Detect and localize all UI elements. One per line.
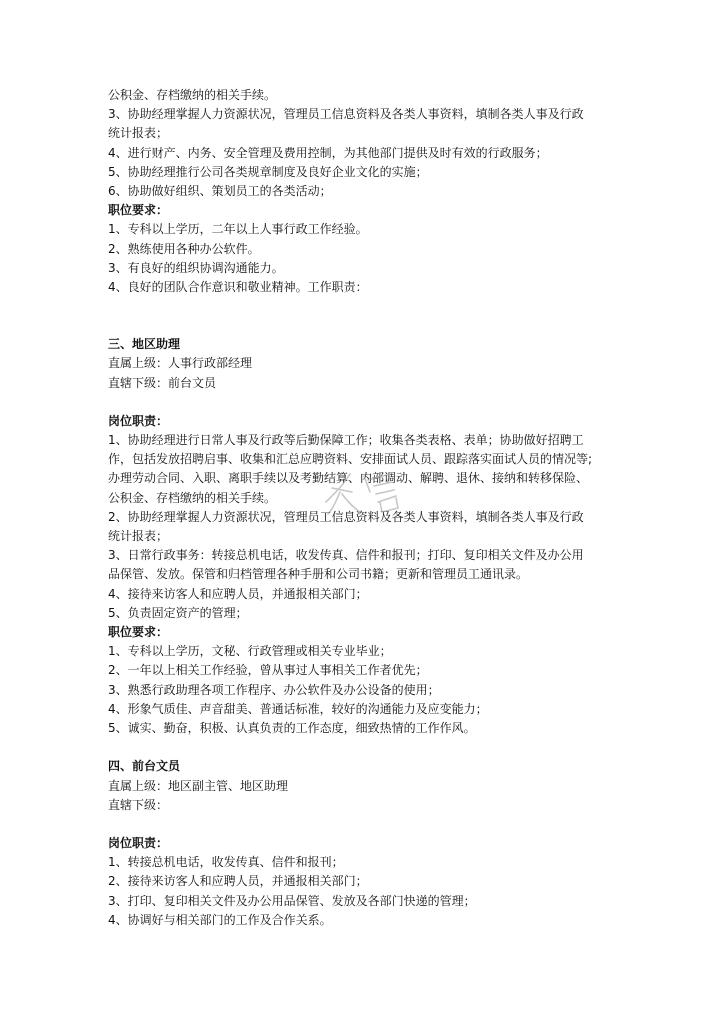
- spacer: [108, 815, 616, 834]
- text-line: 4、进行财产、内务、安全管理及费用控制，为其他部门提供及时有效的行政服务；: [108, 145, 548, 160]
- duty-item: 4、协调好与相关部门的工作及合作关系。: [108, 912, 332, 927]
- requirement-item: 1、专科以上学历，二年以上人事行政工作经验。: [108, 222, 368, 237]
- superior-line: 直属上级：人事行政部经理: [108, 356, 253, 371]
- duty-item: 办理劳动合同、入职、离职手续以及考勤结算、内部调动、解聘、退休、接纳和转移保险、: [108, 471, 589, 486]
- subordinate-line: 直辖下级：: [108, 797, 169, 812]
- requirement-item: 5、诚实、勤奋，积极、认真负责的工作态度，细致热情的工作作风。: [108, 721, 476, 736]
- duty-item: 1、协助经理进行日常人事及行政等后勤保障工作；收集各类表格、表单；协助做好招聘工: [108, 433, 584, 448]
- requirements-heading: 职位要求：: [108, 203, 169, 218]
- spacer: [108, 738, 616, 757]
- duty-item: 作，包括发放招聘启事、收集和汇总应聘资料、安排面试人员、跟踪落实面试人员的情况等;: [108, 452, 593, 467]
- duty-item: 1、转接总机电话，收发传真、信件和报刊；: [108, 855, 344, 870]
- text-line: 统计报表；: [108, 126, 169, 141]
- duty-item: 4、接待来访客人和应聘人员，并通报相关部门；: [108, 586, 368, 601]
- text-line: 公积金、存档缴纳的相关手续。: [108, 88, 277, 102]
- section-spacer: [108, 297, 616, 335]
- requirement-item: 3、有良好的组织协调沟通能力。: [108, 260, 284, 275]
- requirement-item: 2、熟练使用各种办公软件。: [108, 241, 260, 256]
- duty-item: 品保管、发放。保管和归档管理各种手册和公司书籍；更新和管理员工通讯录。: [108, 567, 529, 582]
- duty-item: 3、日常行政事务：转接总机电话，收发传真、信件和报刊；打印、复印相关文件及办公用: [108, 548, 584, 563]
- duty-item: 2、协助经理掌握人力资源状况，管理员工信息资料及各类人事资料，填制各类人事及行政: [108, 509, 584, 524]
- subordinate-line: 直辖下级：前台文员: [108, 375, 217, 390]
- requirement-item: 4、良好的团队合作意识和敬业精神。工作职责：: [108, 280, 368, 295]
- text-line: 6、协助做好组织、策划员工的各类活动；: [108, 184, 332, 199]
- duty-item: 统计报表；: [108, 529, 169, 544]
- text-line: 3、协助经理掌握人力资源状况，管理员工信息资料及各类人事资料，填制各类人事及行政: [108, 107, 584, 122]
- duty-item: 3、打印、复印相关文件及办公用品保管、发放及各部门快递的管理；: [108, 893, 476, 908]
- requirement-item: 1、专科以上学历，文秘、行政管理或相关专业毕业；: [108, 644, 392, 659]
- superior-line: 直属上级：地区副主管、地区助理: [108, 778, 289, 793]
- duties-heading: 岗位职责：: [108, 413, 169, 428]
- document-page: [108, 86, 616, 930]
- duties-heading: 岗位职责：: [108, 835, 169, 850]
- requirement-item: 4、形象气质佳、声音甜美、普通话标准，较好的沟通能力及应变能力；: [108, 701, 488, 716]
- requirement-item: 2、一年以上相关工作经验，曾从事过人事相关工作者优先；: [108, 663, 428, 678]
- duty-item: 2、接待来访客人和应聘人员，并通报相关部门；: [108, 874, 368, 889]
- text-line: 5、协助经理推行公司各类规章制度及良好企业文化的实施；: [108, 164, 428, 179]
- duty-item: 5、负责固定资产的管理；: [108, 605, 248, 620]
- requirements-heading: 职位要求：: [108, 625, 169, 640]
- section-title: 四、前台文员: [108, 759, 181, 774]
- duty-item: 公积金、存档缴纳的相关手续。: [108, 490, 277, 505]
- section-title: 三、地区助理: [108, 337, 181, 352]
- requirement-item: 3、熟悉行政助理各项工作程序、办公软件及办公设备的使用；: [108, 682, 440, 697]
- spacer: [108, 393, 616, 412]
